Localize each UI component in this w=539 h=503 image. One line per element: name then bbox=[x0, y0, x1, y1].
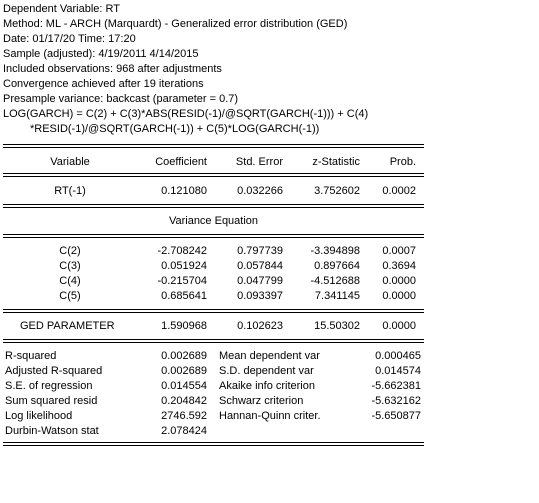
stat-value: -5.650877 bbox=[371, 410, 421, 422]
cell-prob: 0.0000 bbox=[382, 290, 416, 302]
stat-label: Adjusted R-squared bbox=[5, 365, 103, 377]
cell-z-statistic: 3.752602 bbox=[314, 185, 360, 197]
cell-z-statistic: 7.341145 bbox=[314, 290, 360, 302]
cell-coefficient: -0.215704 bbox=[157, 275, 207, 287]
table-top-double-rule bbox=[3, 144, 424, 148]
variance-section-double-rule-bottom bbox=[3, 234, 424, 238]
ged-section-double-rule bbox=[3, 309, 424, 313]
cell-coefficient: 0.685641 bbox=[161, 290, 207, 302]
stat-value: -5.632162 bbox=[371, 395, 421, 407]
cell-std-error: 0.047799 bbox=[237, 275, 283, 287]
cell-prob: 0.0000 bbox=[382, 275, 416, 287]
cell-prob: 0.0002 bbox=[382, 185, 416, 197]
cell-variable: RT(-1) bbox=[54, 185, 86, 197]
variance-section-double-rule-top bbox=[3, 204, 424, 208]
cell-variable: GED PARAMETER bbox=[20, 320, 115, 332]
cell-variable: C(5) bbox=[59, 290, 81, 302]
header-presample: Presample variance: backcast (parameter = 0.7) bbox=[3, 93, 239, 105]
variance-equation-title: Variance Equation bbox=[168, 215, 259, 227]
cell-prob: 0.0007 bbox=[382, 245, 416, 257]
table-header-double-rule bbox=[3, 173, 424, 177]
cell-z-statistic: 15.50302 bbox=[314, 320, 360, 332]
cell-variable: C(4) bbox=[59, 275, 81, 287]
cell-std-error: 0.797739 bbox=[237, 245, 283, 257]
stat-value: 0.014554 bbox=[161, 380, 207, 392]
cell-variable: C(2) bbox=[59, 245, 81, 257]
header-observations: Included observations: 968 after adjustments bbox=[3, 63, 222, 75]
cell-coefficient: 0.121080 bbox=[161, 185, 207, 197]
stat-value: 2.078424 bbox=[161, 425, 207, 437]
stat-label: Durbin-Watson stat bbox=[5, 425, 99, 437]
stat-value: 0.002689 bbox=[161, 365, 207, 377]
cell-prob: 0.0000 bbox=[382, 320, 416, 332]
cell-std-error: 0.032266 bbox=[237, 185, 283, 197]
stats-section-double-rule bbox=[3, 339, 424, 343]
col-header-std-error: Std. Error bbox=[235, 156, 283, 168]
cell-prob: 0.3694 bbox=[382, 260, 416, 272]
header-sample: Sample (adjusted): 4/19/2011 4/14/2015 bbox=[3, 48, 199, 60]
header-log-garch-equation: LOG(GARCH) = C(2) + C(3)*ABS(RESID(-1)/@SQRT(GARCH(-1))) + C(4) bbox=[3, 108, 369, 120]
header-convergence: Convergence achieved after 19 iterations bbox=[3, 78, 204, 90]
cell-std-error: 0.093397 bbox=[237, 290, 283, 302]
stat-label: Sum squared resid bbox=[5, 395, 98, 407]
col-header-prob: Prob. bbox=[389, 156, 416, 168]
table-bottom-double-rule bbox=[3, 442, 424, 446]
stat-value: 0.204842 bbox=[161, 395, 207, 407]
col-header-z-statistic: z-Statistic bbox=[312, 156, 360, 168]
stat-label: Log likelihood bbox=[5, 410, 73, 422]
cell-z-statistic: -4.512688 bbox=[310, 275, 360, 287]
cell-std-error: 0.057844 bbox=[237, 260, 283, 272]
cell-coefficient: 1.590968 bbox=[161, 320, 207, 332]
cell-z-statistic: 0.897664 bbox=[314, 260, 360, 272]
stat-value: 0.014574 bbox=[375, 365, 421, 377]
cell-coefficient: 0.051924 bbox=[161, 260, 207, 272]
stat-value: 2746.592 bbox=[161, 410, 207, 422]
stat-label: Mean dependent var bbox=[219, 350, 320, 362]
cell-variable: C(3) bbox=[59, 260, 81, 272]
header-date-time: Date: 01/17/20 Time: 17:20 bbox=[3, 33, 136, 45]
header-log-garch-equation-continued: *RESID(-1)/@SQRT(GARCH(-1)) + C(5)*LOG(GARCH(-1)) bbox=[30, 123, 320, 135]
stat-value: -5.662381 bbox=[371, 380, 421, 392]
stat-value: 0.002689 bbox=[161, 350, 207, 362]
cell-z-statistic: -3.394898 bbox=[310, 245, 360, 257]
cell-std-error: 0.102623 bbox=[237, 320, 283, 332]
col-header-coefficient: Coefficient bbox=[155, 156, 207, 168]
stat-label: S.E. of regression bbox=[5, 380, 93, 392]
header-method: Method: ML - ARCH (Marquardt) - Generalized error distribution (GED) bbox=[3, 18, 348, 30]
stat-label: Hannan-Quinn criter. bbox=[219, 410, 321, 422]
stat-label: Schwarz criterion bbox=[219, 395, 304, 407]
stat-value: 0.000465 bbox=[375, 350, 421, 362]
stat-label: R-squared bbox=[5, 350, 57, 362]
stat-label: S.D. dependent var bbox=[219, 365, 314, 377]
stat-label: Akaike info criterion bbox=[219, 380, 315, 392]
header-dependent-variable: Dependent Variable: RT bbox=[3, 3, 120, 15]
col-header-variable: Variable bbox=[50, 156, 90, 168]
cell-coefficient: -2.708242 bbox=[157, 245, 207, 257]
